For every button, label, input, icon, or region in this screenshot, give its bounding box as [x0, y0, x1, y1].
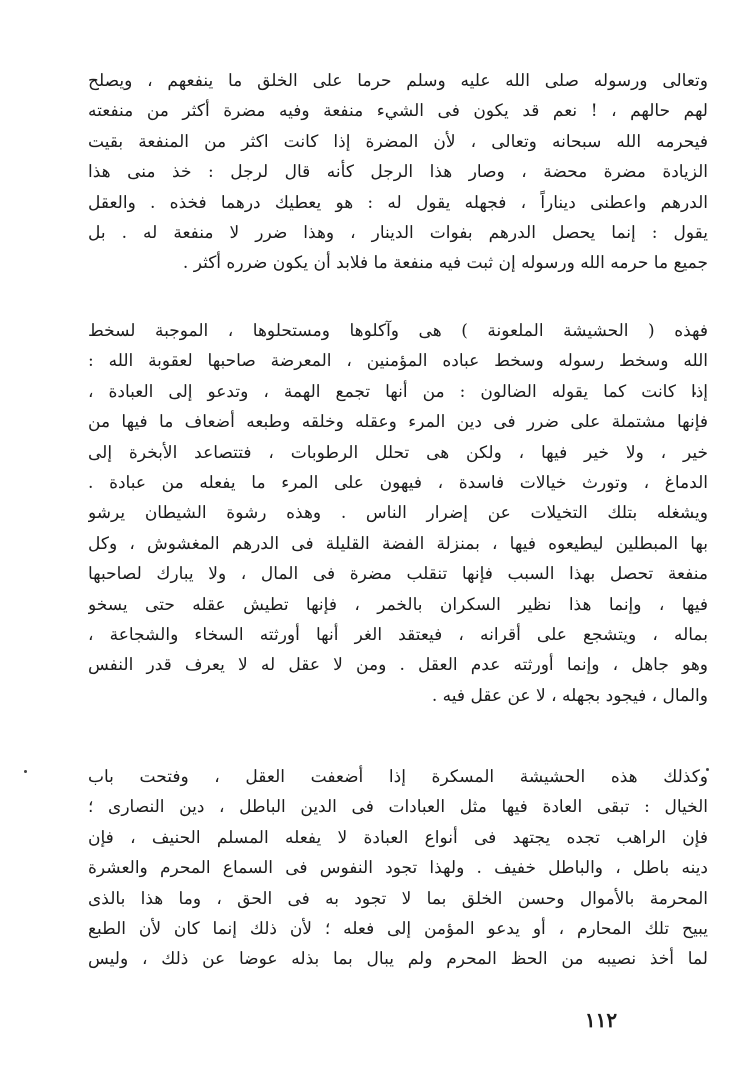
text-line: جميع ما حرمه الله ورسوله إن ثبت فيه منفعة ما فلابد أن يكون ضرره أكثر .	[182, 253, 708, 274]
paragraph-1	[88, 66, 708, 279]
text-line: فإن الراهب تجده يجتهد فى أنواع العبادة لا يفعله المسلم الحنيف ، فإن	[88, 827, 708, 848]
text-line: بماله ، ويتشجع على أقرانه ، فيعتقد الغر أنها أورثته السخاء والشجاعة ،	[88, 625, 708, 646]
text-line: الله وسخط رسوله وسخط عباده المؤمنين ، المعرضة صاحبها لعقوبة الله :	[88, 351, 708, 372]
text-line: الدرهم واعطنى ديناراً ، فجهله يقول له : هو يعطيك درهما فخذه . والعقل	[88, 192, 708, 213]
text-line: ويشغله بتلك التخيلات عن إضرار الناس . وهذه رشوة الشيطان يرشو	[88, 503, 708, 524]
text-line: فهذه ( الحشيشة الملعونة ) هى وآكلوها ومستحلوها ، الموجبة لسخط	[88, 321, 708, 341]
text-line: دينه باطل ، والباطل خفيف . ولهذا تجود النفوس فى السماع المحرم والعشرة	[88, 858, 708, 879]
text-line: يقول : إنما يحصل الدرهم بفوات الدينار ، وهذا ضرر لا منفعة له . بل	[88, 223, 708, 244]
text-line: فيحرمه الله سبحانه وتعالى ، لأن المضرة إذا كانت اكثر من المنفعة بقيت	[88, 131, 708, 152]
text-line: بها المبطلين ليطيعوه فيها ، بمنزلة الفضة القليلة فى الدرهم المغشوش ، وكل	[88, 533, 708, 554]
page-number: ١١٢	[584, 1008, 618, 1032]
text-line: فإنها مشتملة على ضرر فى دين المرء وعقله وخلقه وطبعه أضعاف ما فيها من	[88, 412, 708, 433]
text-line: خير ، ولا خير فيها ، ولكن هى تحلل الرطوبات ، فتتصاعد الأبخرة إلى	[88, 442, 708, 463]
text-line: إذا كانت كما يقوله الضالون : من أنها تجمع الهمة ، وتدعو إلى العبادة ،	[88, 381, 708, 402]
scan-speck	[24, 770, 27, 773]
text-line: لهم حالهم ، ! نعم قد يكون فى الشيء منفعة وفيه مضرة أكثر من منفعته	[88, 101, 708, 122]
text-line: وتعالى ورسوله صلى الله عليه وسلم حرما على الخلق ما ينفعهم ، ويصلح	[88, 71, 708, 91]
text-line: الزيادة مضرة محضة ، وصار هذا الرجل كأنه قال لرجل : خذ منى هذا	[88, 162, 708, 183]
text-line: وهو جاهل ، وإنما أورثته عدم العقل . ومن لا عقل له لا يعرف قدر النفس	[88, 655, 708, 676]
text-line: وكذلك هذه الحشيشة المسكرة إذا أضعفت العقل ، وفتحت باب	[88, 767, 708, 787]
text-line: لما أخذ نصيبه من الحظ المحرم ولم يبال بما بذله عوضا عن ذلك ، وليس	[88, 949, 708, 970]
paragraph-2	[88, 316, 708, 711]
paragraph-3	[88, 762, 708, 975]
text-line: منفعة تحصل بهذا السبب فإنها تنقلب مضرة فى المال ، ولا يبارك لصاحبها	[88, 564, 708, 585]
text-line: الخيال : تبقى العادة فيها مثل العبادات فى الدين الباطل ، دين النصارى ؛	[88, 797, 708, 818]
text-line: الدماغ ، وتورث خيالات فاسدة ، فيهون على المرء ما يفعله من عبادة .	[88, 473, 708, 494]
text-line: المحرمة بالأموال وحسن الخلق بما لا تجود به فى الحق ، وما هذا بالذى	[88, 888, 708, 909]
text-line: فيها ، وإنما هذا نظير السكران بالخمر ، فإنها تطيش عقله حتى يسخو	[88, 594, 708, 615]
text-line: يبيح تلك المحارم ، أو يدعو المؤمن إلى فعله ؛ لأن ذلك إنما كان لأن الطبع	[88, 919, 708, 940]
text-line: والمال ، فيجود بجهله ، لا عن عقل فيه .	[431, 685, 708, 706]
